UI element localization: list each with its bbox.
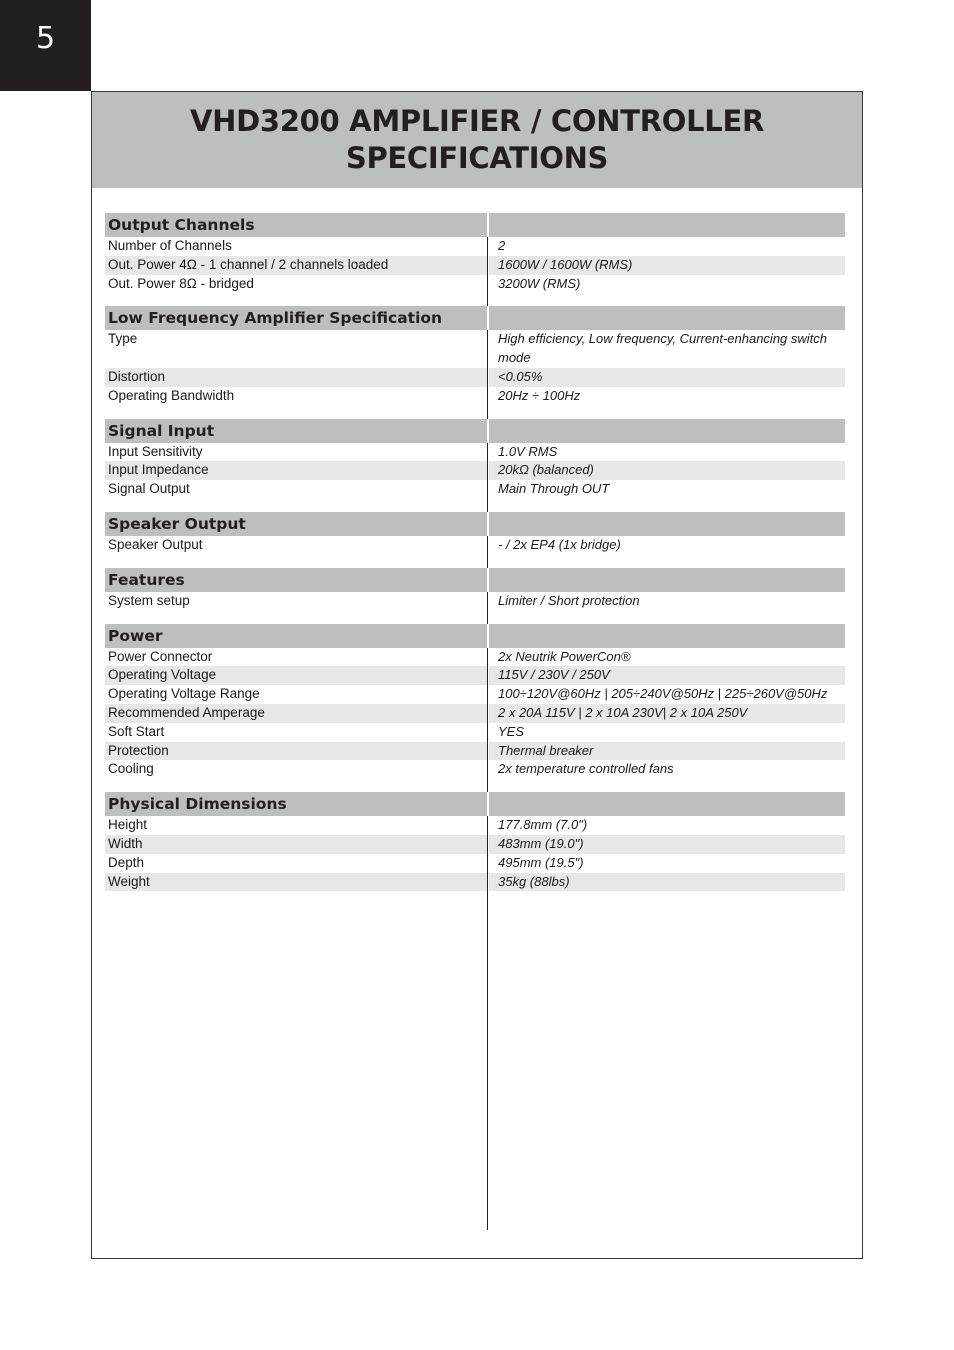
- spec-label: Distortion: [105, 368, 487, 387]
- section-heading: Speaker Output: [105, 512, 487, 536]
- title-line-2: SPECIFICATIONS: [345, 141, 609, 175]
- section-header: [105, 213, 845, 237]
- spec-row: [105, 480, 845, 499]
- section-header: [105, 306, 845, 330]
- section-header: [105, 419, 845, 443]
- spec-label: Recommended Amperage: [105, 704, 487, 723]
- spec-section: [105, 512, 845, 555]
- spec-value: 1600W / 1600W (RMS): [489, 256, 845, 275]
- spec-row: [105, 387, 845, 406]
- spec-label: Type: [108, 331, 138, 347]
- spec-row: [105, 461, 845, 480]
- spec-label: Input Sensitivity: [108, 443, 203, 459]
- section-heading: Features: [105, 568, 487, 592]
- spec-value: 100÷120V@60Hz | 205÷240V@50Hz | 225÷260V@50Hz: [498, 686, 828, 702]
- spec-label: Depth: [108, 854, 145, 870]
- spec-label: System setup: [108, 592, 190, 608]
- page-title: [190, 103, 764, 177]
- spec-value: YES: [498, 723, 525, 739]
- spec-label: Operating Bandwidth: [108, 387, 235, 403]
- section-header: [105, 792, 845, 816]
- spec-row: [105, 873, 845, 892]
- spec-row: [105, 666, 845, 685]
- spec-value: 1.0V RMS: [498, 443, 558, 459]
- header-value-cell: [489, 568, 845, 592]
- spec-label: Speaker Output: [108, 536, 203, 552]
- spec-label: Height: [108, 817, 148, 833]
- spec-row: [105, 854, 845, 873]
- title-line-1: VHD3200 AMPLIFIER / CONTROLLER: [189, 104, 765, 138]
- spec-row: [105, 536, 845, 555]
- section-heading: Power: [105, 624, 487, 648]
- spec-value: Main Through OUT: [498, 481, 610, 497]
- spec-value: 20kΩ (balanced): [489, 461, 845, 480]
- section-heading: Physical Dimensions: [105, 792, 487, 816]
- spec-label: Input Impedance: [105, 461, 487, 480]
- spec-value: 2x temperature controlled fans: [498, 761, 674, 777]
- header-value-cell: [489, 792, 845, 816]
- spec-value: Limiter / Short protection: [498, 592, 640, 608]
- spec-value: 2 x 20A 115V | 2 x 10A 230V| 2 x 10A 250V: [489, 704, 845, 723]
- spec-value: <0.05%: [489, 368, 845, 387]
- spec-label: Protection: [105, 742, 487, 761]
- spec-label: Number of Channels: [108, 238, 232, 253]
- spec-row: [105, 592, 845, 611]
- header-value-cell: [489, 306, 845, 330]
- header-value-cell: [489, 624, 845, 648]
- spec-value: 2: [498, 238, 506, 253]
- spec-value: - / 2x EP4 (1x bridge): [498, 536, 621, 552]
- spec-label: Soft Start: [108, 723, 165, 739]
- spec-section: [105, 792, 845, 891]
- page-number: 5: [36, 21, 56, 56]
- header-value-cell: [489, 213, 845, 237]
- header-value-cell: [489, 419, 845, 443]
- spec-label: Power Connector: [108, 648, 213, 664]
- spec-row: [105, 330, 845, 368]
- spec-value: 177.8mm (7.0"): [498, 817, 588, 833]
- spec-label: Operating Voltage Range: [108, 686, 260, 702]
- spec-section: [105, 624, 845, 780]
- spec-value: 483mm (19.0"): [489, 835, 845, 854]
- section-header: [105, 624, 845, 648]
- spec-section: [105, 419, 845, 499]
- spec-value: 115V / 230V / 250V: [489, 666, 845, 685]
- spec-row: [105, 256, 845, 275]
- title-band: [92, 92, 862, 188]
- spec-label: Weight: [105, 873, 487, 892]
- spec-label: Out. Power 4Ω - 1 channel / 2 channels loaded: [105, 256, 487, 275]
- spec-row: [105, 443, 845, 462]
- spec-value: High efficiency, Low frequency, Current-enhancing switch mode: [498, 331, 828, 366]
- spec-row: [105, 723, 845, 742]
- spec-table: [105, 213, 845, 904]
- spec-row: [105, 816, 845, 835]
- spec-row: [105, 742, 845, 761]
- spec-label: Operating Voltage: [105, 666, 487, 685]
- spec-row: [105, 275, 845, 294]
- spec-value: 495mm (19.5"): [498, 854, 584, 870]
- spec-value: 3200W (RMS): [498, 275, 581, 291]
- spec-value: 35kg (88lbs): [489, 873, 845, 892]
- section-header: [105, 568, 845, 592]
- spec-row: [105, 237, 845, 256]
- page-number-tab: [0, 0, 91, 91]
- spec-section: [105, 306, 845, 405]
- spec-label: Out. Power 8Ω - bridged: [108, 275, 254, 291]
- spec-row: [105, 648, 845, 667]
- section-heading: Signal Input: [105, 419, 487, 443]
- spec-section: [105, 213, 845, 293]
- section-heading: Output Channels: [105, 213, 487, 237]
- spec-label: Width: [105, 835, 487, 854]
- spec-label: Cooling: [108, 761, 154, 777]
- spec-row: [105, 704, 845, 723]
- spec-row: [105, 760, 845, 779]
- spec-value: 2x Neutrik PowerCon®: [498, 648, 631, 664]
- section-header: [105, 512, 845, 536]
- spec-section: [105, 568, 845, 611]
- spec-label: Signal Output: [108, 481, 190, 497]
- spec-value: 20Hz ÷ 100Hz: [498, 387, 581, 403]
- section-heading: Low Frequency Amplifier Specification: [105, 306, 487, 330]
- spec-row: [105, 835, 845, 854]
- spec-row: [105, 685, 845, 704]
- spec-sheet-frame: [91, 91, 863, 1259]
- spec-row: [105, 368, 845, 387]
- spec-value: Thermal breaker: [489, 742, 845, 761]
- header-value-cell: [489, 512, 845, 536]
